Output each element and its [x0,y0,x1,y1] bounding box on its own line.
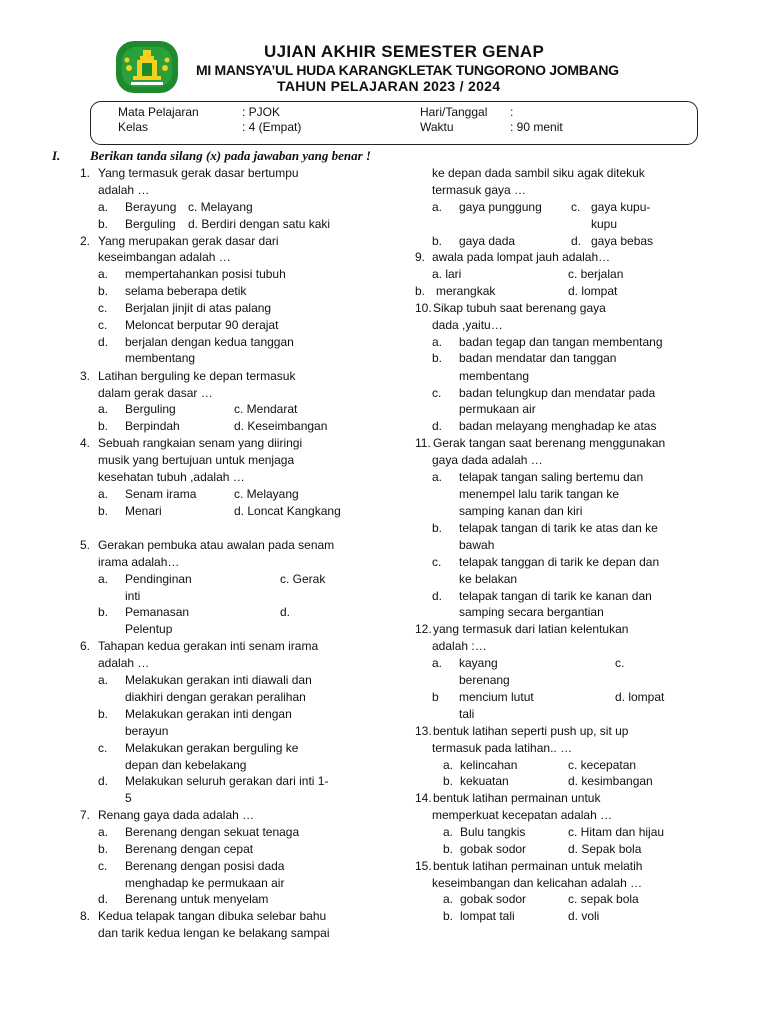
q13-text: bentuk latihan seperti push up, sit up [433,724,629,738]
option-text: menghadap ke permukaan air [125,876,285,890]
option-label: a. [432,335,443,349]
q7-number: 7. [80,808,91,822]
option-text: kelincahan [460,758,518,772]
option-label: a. [443,825,454,839]
time-label: Waktu [420,120,454,134]
school-name: MI MANSYA’UL HUDA KARANGKLETAK TUNGORONO JOMBANG [196,62,619,78]
option-text: bawah [459,538,495,552]
option-text: lompat tali [460,909,515,923]
option-text: c. Melayang [188,200,253,214]
option-label: d. [98,892,109,906]
class-value: : 4 (Empat) [242,120,302,134]
q9-text: awala pada lompat jauh adalah… [432,250,611,264]
option-text: telapak tanggan di tarik ke depan dan [459,555,660,569]
option-label: c. [98,741,108,755]
option-text: badan tegap dan tangan membentang [459,335,663,349]
option-label: c. [98,301,108,315]
q13-text: termasuk pada latihan.. … [432,741,573,755]
option-text: d. Sepak bola [568,842,642,856]
option-text: Melakukan seluruh gerakan dari inti 1- [125,774,329,788]
q8-text: termasuk gaya … [432,183,527,197]
q8-text: dan tarik kedua lengan ke belakang sampai [98,926,330,940]
exam-info-box [90,101,698,145]
option-text: samping secara bergantian [459,605,604,619]
q12-text: adalah :… [432,639,487,653]
q2-number: 2. [80,234,91,248]
option-label: c. [432,386,442,400]
q15-text: bentuk latihan permainan untuk melatih [433,859,643,873]
option-text: permukaan air [459,402,536,416]
q13-number: 13. [415,724,432,738]
q8-text: ke depan dada sambil siku agak ditekuk [432,166,645,180]
option-text: Berguling [125,402,176,416]
q6-number: 6. [80,639,91,653]
option-text: Berenang dengan posisi dada [125,859,285,873]
option-text: depan dan kebelakang [125,758,247,772]
q6-text: adalah … [98,656,150,670]
q5-text: irama adalah… [98,555,180,569]
day-value: : [510,105,514,119]
option-label: b. [443,774,454,788]
option-text: d. Loncat Kangkang [234,504,341,518]
section-number: I. [52,148,61,163]
option-label: b. [432,521,443,535]
option-label: b. [98,605,109,619]
option-text: Berenang dengan cepat [125,842,254,856]
option-text: Melakukan gerakan berguling ke [125,741,299,755]
option-label: d. [432,419,443,433]
option-label: c. [615,656,625,670]
school-logo-icon [113,38,181,96]
option-label: a. [98,673,109,687]
option-text: Melakukan gerakan inti diawali dan [125,673,312,687]
option-text: berjalan dengan kedua tanggan [125,335,294,349]
option-label: a. [443,758,454,772]
q4-text: kesehatan tubuh ,adalah … [98,470,245,484]
option-text: d. lompat [615,690,665,704]
option-label: b. [443,842,454,856]
option-text: c. kecepatan [568,758,637,772]
option-label: b. [432,234,443,248]
option-text: d. [280,605,291,619]
q10-number: 10. [415,301,432,315]
q5-text: Gerakan pembuka atau awalan pada senam [98,538,335,552]
option-label: b. [98,217,109,231]
q14-text: memperkuat kecepatan adalah … [432,808,613,822]
option-text: tali [459,707,475,721]
q11-number: 11. [415,436,431,450]
option-label: c. [98,859,108,873]
option-text: Meloncat berputar 90 derajat [125,318,279,332]
option-text: c. berjalan [568,267,624,281]
option-label: d. [98,335,109,349]
q4-text: Sebuah rangkaian senam yang diiringi [98,436,303,450]
option-text: d. Keseimbangan [234,419,328,433]
option-text: telapak tangan di tarik ke atas dan ke [459,521,658,535]
option-text: gaya bebas [591,234,654,248]
option-text: c. sepak bola [568,892,639,906]
q5-number: 5. [80,538,91,552]
option-label: d. [98,774,109,788]
option-text: Pemanasan [125,605,190,619]
option-label: b. [432,351,443,365]
option-text: d. lompat [568,284,618,298]
class-label: Kelas [118,120,149,134]
q12-text: yang termasuk dari latian kelentukan [433,622,629,636]
option-text: telapak tangan saling bertemu dan [459,470,644,484]
option-text: membentang [459,369,530,383]
option-text: Bulu tangkis [460,825,526,839]
q8-text: Kedua telapak tangan dibuka selebar bahu [98,909,327,923]
option-text: a. lari [432,267,462,281]
option-label: a. [98,402,109,416]
time-value: : 90 menit [510,120,563,134]
option-label: b. [98,504,109,518]
option-label: d. [432,589,443,603]
option-label: b. [98,284,109,298]
option-label: a. [98,825,109,839]
q4-number: 4. [80,436,91,450]
option-text: Melakukan gerakan inti dengan [125,707,292,721]
option-label: c. [571,200,581,214]
option-text: 5 [125,791,132,805]
option-text: samping kanan dan kiri [459,504,583,518]
option-label: a. [98,200,109,214]
option-text: d. Berdiri dengan satu kaki [188,217,331,231]
option-label: a. [432,200,443,214]
option-text: kupu [591,217,618,231]
section-instruction: Berikan tanda silang (x) pada jawaban yang benar ! [90,148,371,163]
option-text: Menari [125,504,162,518]
option-label: b. [443,909,454,923]
q4-text: musik yang bertujuan untuk menjaga [98,453,295,467]
q10-text: Sikap tubuh saat berenang gaya [433,301,606,315]
q3-text: dalam gerak dasar … [98,386,213,400]
exam-title: UJIAN AKHIR SEMESTER GENAP [264,42,545,61]
option-label: b. [98,842,109,856]
option-text: c. Hitam dan hijau [568,825,665,839]
option-label: a. [432,656,443,670]
subject-value: : PJOK [242,105,281,119]
q14-number: 14. [415,791,432,805]
option-text: d. voli [568,909,600,923]
option-text: gaya dada [459,234,516,248]
option-label: a. [98,267,109,281]
option-text: mempertahankan posisi tubuh [125,267,286,281]
option-text: Berayung [125,200,177,214]
academic-year: TAHUN PELAJARAN 2023 / 2024 [277,78,501,94]
option-text: membentang [125,351,196,365]
q15-text: keseimbangan dan kelicahan adalah … [432,876,643,890]
option-text: Berpindah [125,419,180,433]
option-text: Berguling [125,217,176,231]
option-text: gobak sodor [460,842,527,856]
q3-number: 3. [80,369,91,383]
option-text: gaya kupu- [591,200,651,214]
option-label: b. [98,419,109,433]
option-text: c. Mendarat [234,402,298,416]
option-text: c. Melayang [234,487,299,501]
q9-number: 9. [415,250,426,264]
q11-text: gaya dada adalah … [432,453,543,467]
day-label: Hari/Tanggal [420,105,488,119]
option-text: badan telungkup dan mendatar pada [459,386,656,400]
q8-number: 8. [80,909,91,923]
option-text: berenang [459,673,510,687]
option-text: merangkak [436,284,496,298]
q7-text: Renang gaya dada adalah … [98,808,255,822]
q1-text: adalah … [98,183,150,197]
q3-text: Latihan berguling ke depan termasuk [98,369,296,383]
q1-text: Yang termasuk gerak dasar bertumpu [98,166,299,180]
q2-text: keseimbangan adalah … [98,250,231,264]
option-text: diakhiri dengan gerakan peralihan [125,690,306,704]
option-text: mencium lutut [459,690,534,704]
option-text: gobak sodor [460,892,527,906]
q6-text: Tahapan kedua gerakan inti senam irama [98,639,319,653]
q11-text: Gerak tangan saat berenang menggunakan [433,436,666,450]
subject-label: Mata Pelajaran [118,105,199,119]
option-text: menempel lalu tarik tangan ke [459,487,620,501]
option-text: kayang [459,656,498,670]
q1-number: 1. [80,166,91,180]
q12-number: 12. [415,622,432,636]
option-text: kekuatan [460,774,509,788]
option-text: Berenang untuk menyelam [125,892,269,906]
option-text: selama beberapa detik [125,284,247,298]
option-text: gaya punggung [459,200,542,214]
option-text: badan melayang menghadap ke atas [459,419,657,433]
q2-text: Yang merupakan gerak dasar dari [98,234,279,248]
option-text: Berjalan jinjit di atas palang [125,301,272,315]
option-text: berayun [125,724,169,738]
option-label: a. [432,470,443,484]
option-label: b. [98,707,109,721]
option-text: inti [125,589,141,603]
q14-text: bentuk latihan permainan untuk [433,791,601,805]
option-label: a. [98,487,109,501]
q15-number: 15. [415,859,432,873]
option-text: telapak tangan di tarik ke kanan dan [459,589,652,603]
option-text: Pelentup [125,622,173,636]
option-text: badan mendatar dan tanggan [459,351,617,365]
option-label: a. [443,892,454,906]
option-label: d. [571,234,582,248]
option-text: Berenang dengan sekuat tenaga [125,825,300,839]
option-text: ke belakan [459,572,518,586]
option-text: d. kesimbangan [568,774,653,788]
option-text: c. Gerak [280,572,326,586]
option-label: b [432,690,439,704]
option-label: a. [98,572,109,586]
option-label: c. [98,318,108,332]
option-text: Pendinginan [125,572,192,586]
option-label: c. [432,555,442,569]
option-text: Senam irama [125,487,197,501]
option-label: b. [415,284,426,298]
q10-text: dada ,yaitu… [432,318,503,332]
